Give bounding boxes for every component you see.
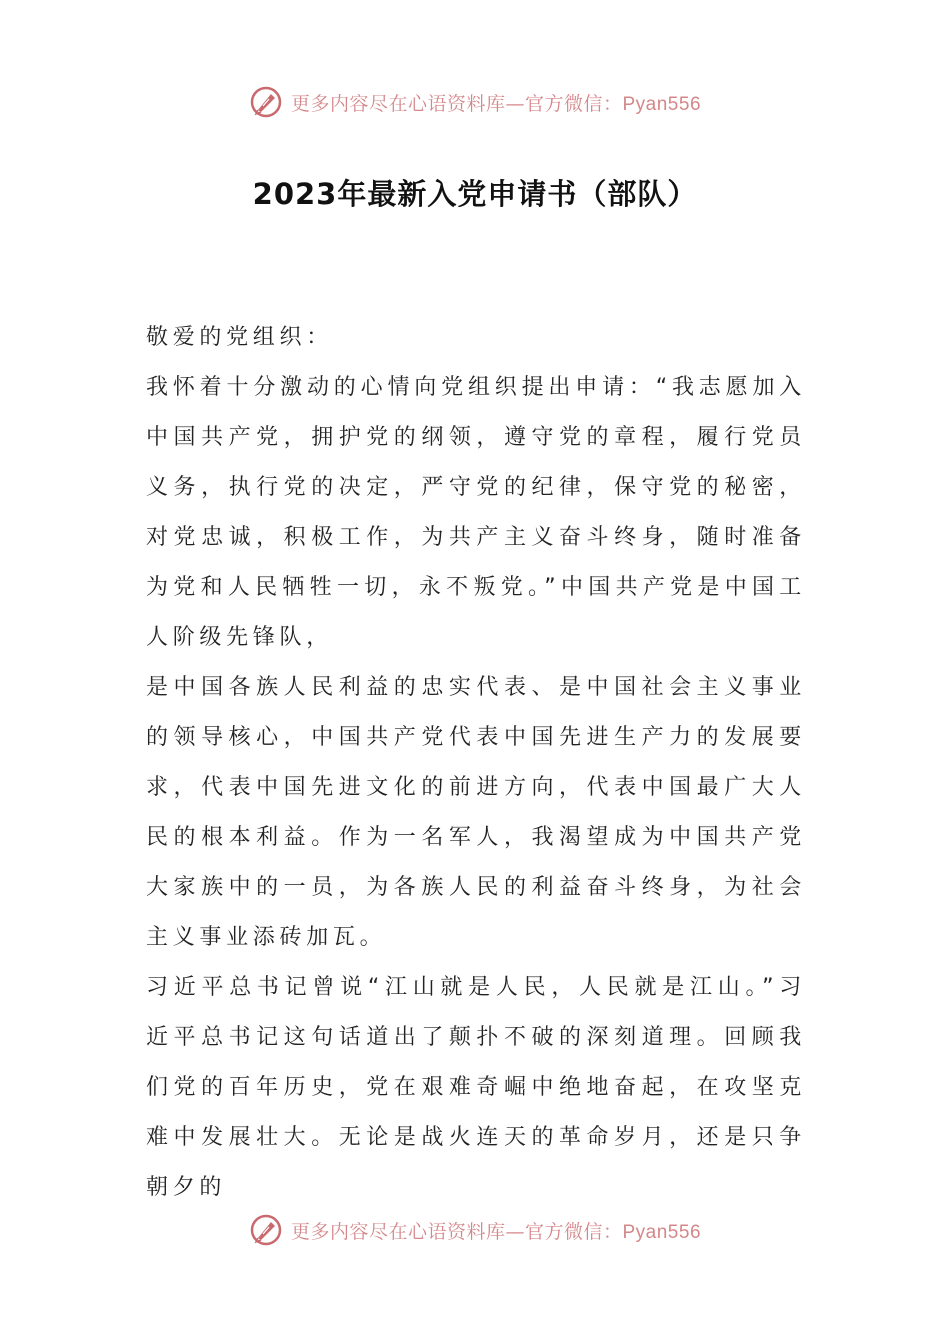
pen-nib-icon (249, 1213, 283, 1247)
document-title: 2023年最新入党申请书（部队） (252, 177, 698, 211)
watermark-text-cn: 更多内容尽在心语资料库—官方微信： (290, 92, 623, 115)
watermark-text (291, 1217, 701, 1244)
salutation: 敬爱的党组织： (146, 325, 333, 350)
footer-watermark (0, 1210, 950, 1250)
watermark-text-cn: 更多内容尽在心语资料库—官方微信： (290, 1220, 623, 1243)
body-paragraph: 我怀着十分激动的心情向党组织提出申请：“我志愿加入中国共产党，拥护党的纲领，遵守党的章程，履行党员义务，执行党的决定，严守党的纪律，保守党的秘密，对党忠诚，积极工作，为共产主义奋斗终身，随时准备为党和人民牺牲一切，永不叛党。”中国共产党是中国工人阶级先锋队， (146, 375, 806, 650)
body-paragraph: 是中国各族人民利益的忠实代表、是中国社会主义事业的领导核心，中国共产党代表中国先进生产力的发展要求，代表中国先进文化的前进方向，代表中国最广大人民的根本利益。作为一名军人，我渴望成为中国共产党大家族中的一员，为各族人民的利益奋斗终身，为社会主义事业添砖加瓦。 (146, 675, 806, 950)
document-body (146, 313, 806, 1213)
pen-nib-icon (249, 85, 283, 119)
body-paragraph: 习近平总书记曾说“江山就是人民，人民就是江山。”习近平总书记这句话道出了颠扑不破的深刻道理。回顾我们党的百年历史，党在艰难奇崛中绝地奋起，在攻坚克难中发展壮大。无论是战火连天的革命岁月，还是只争朝夕的 (146, 975, 806, 1200)
watermark-wechat-id: Pyan556 (622, 93, 702, 115)
watermark-wechat-id: Pyan556 (622, 1221, 702, 1243)
watermark-text (291, 89, 701, 116)
header-watermark (0, 82, 950, 122)
